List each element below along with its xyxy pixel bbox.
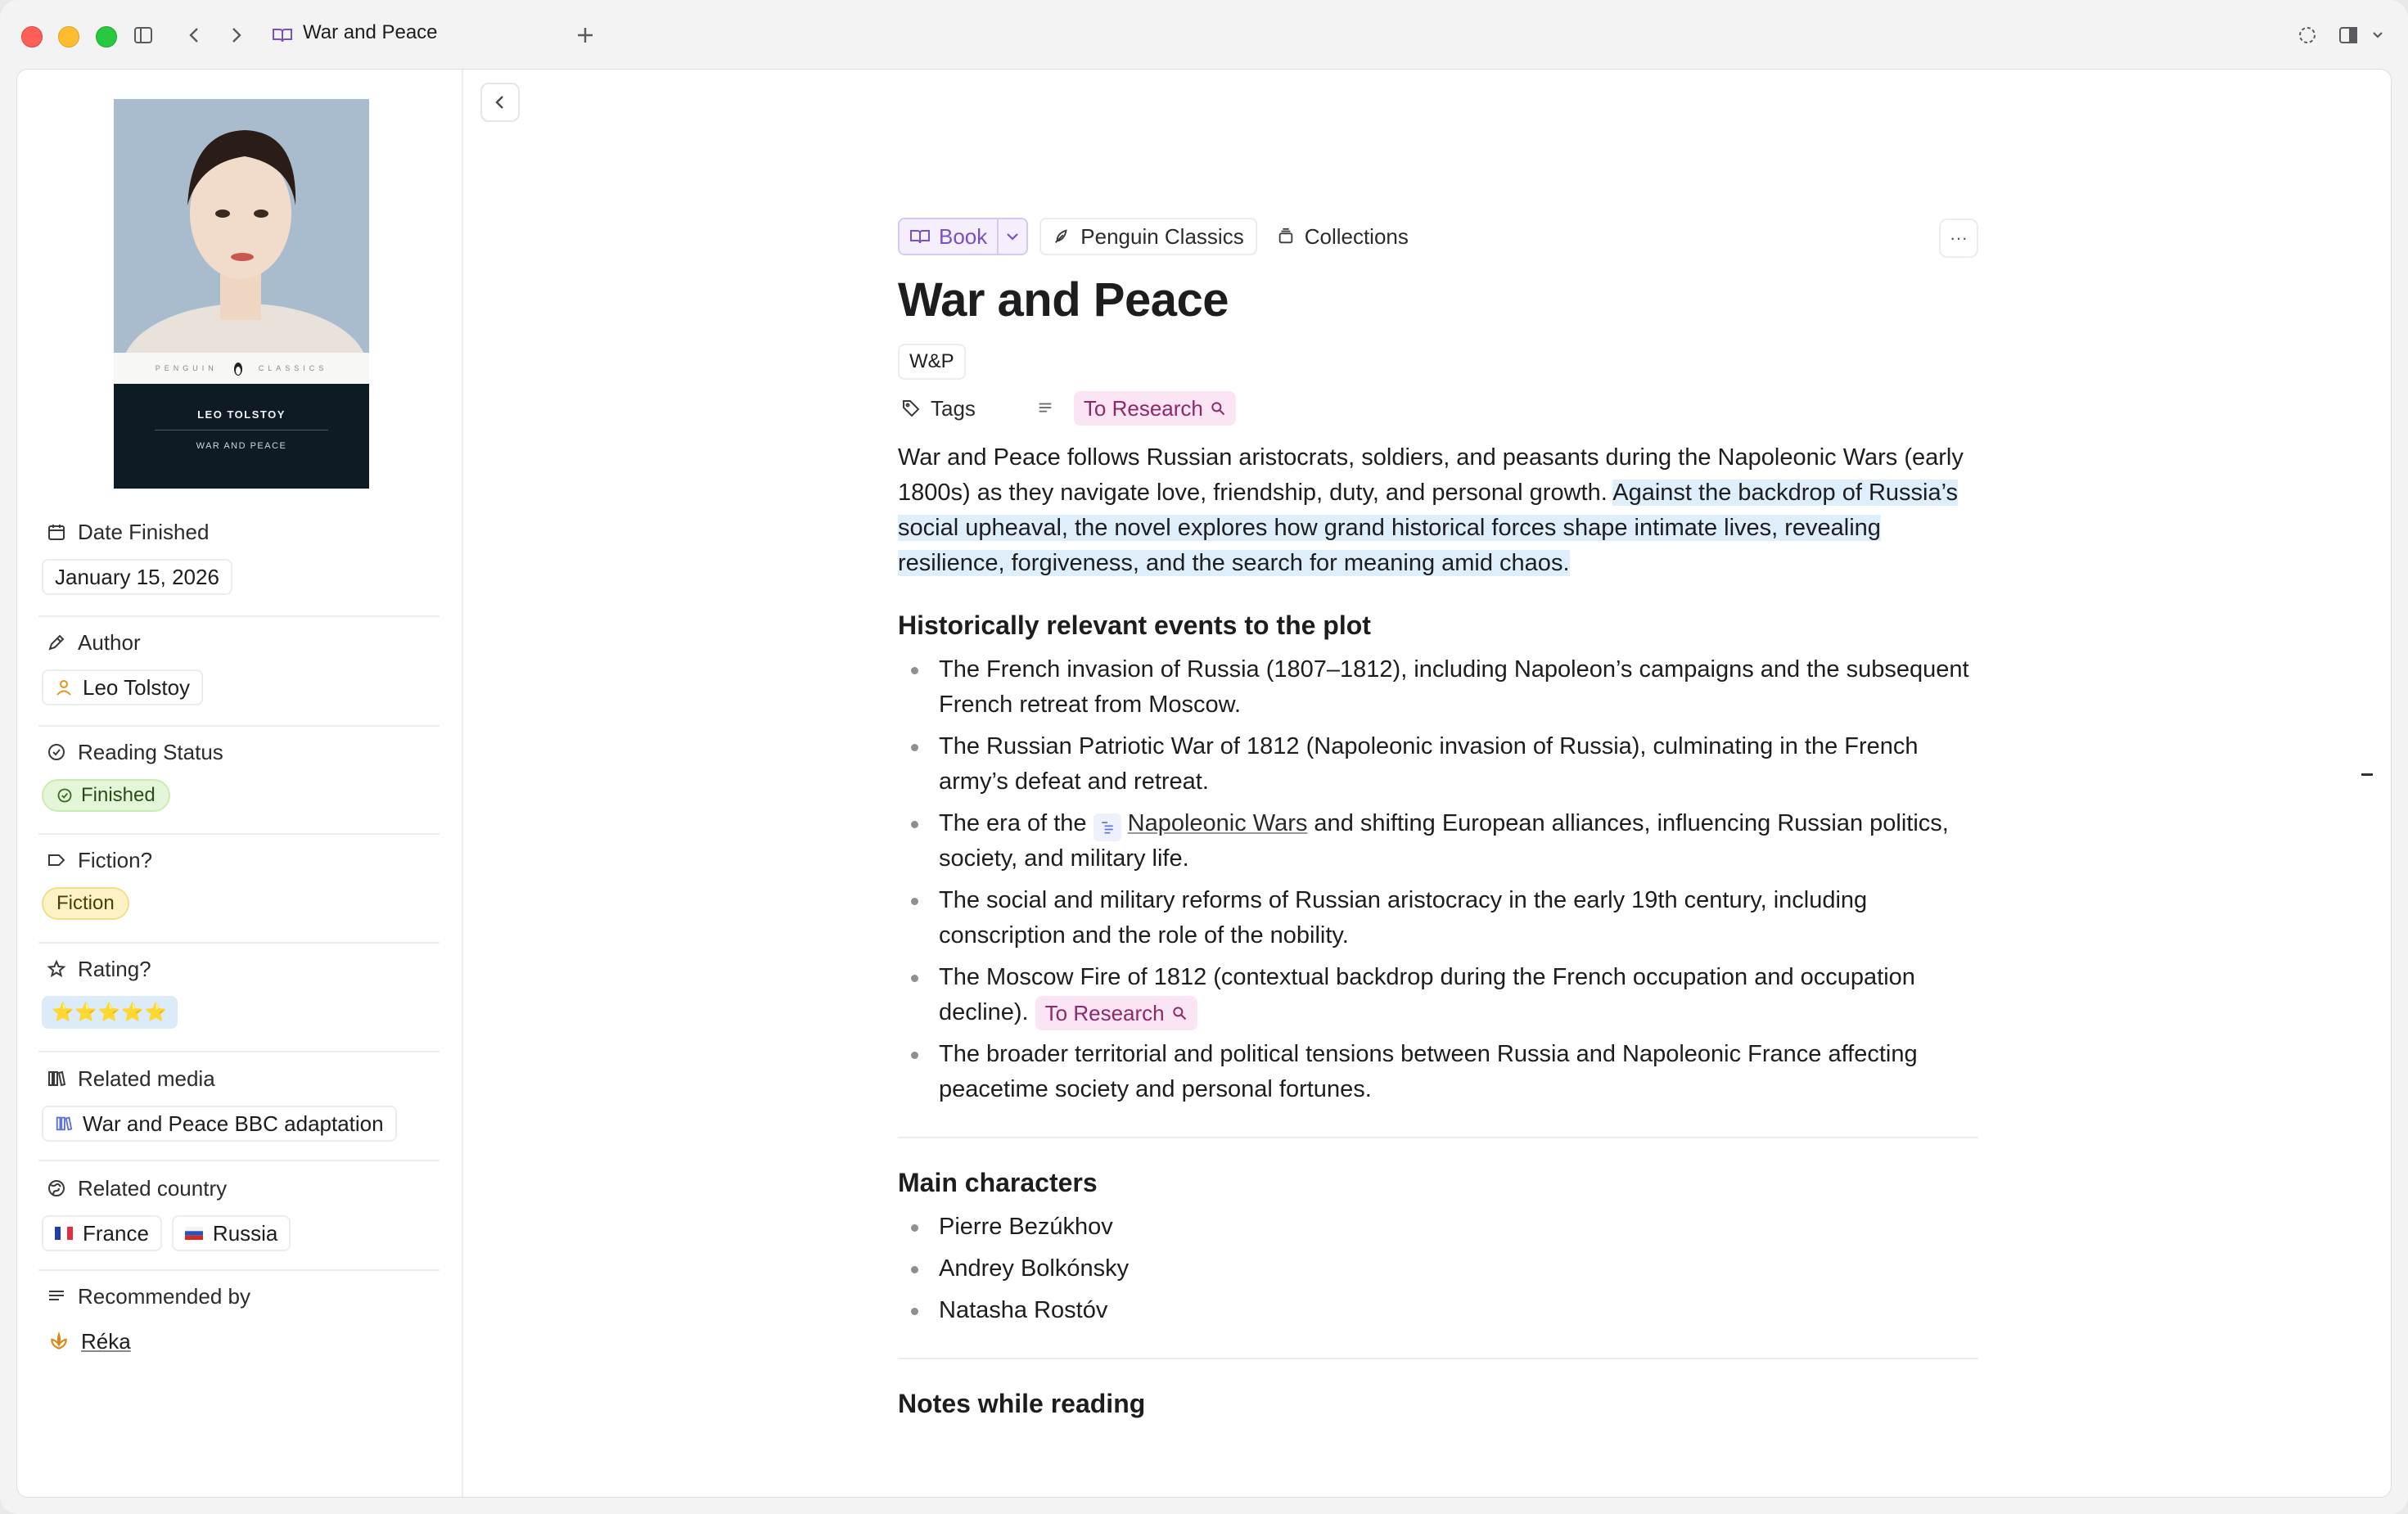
recommended-by-label: Recommended by <box>78 1283 250 1309</box>
text-lines-icon <box>47 1286 66 1306</box>
prop-label-row <box>38 629 440 656</box>
research-tag-label: To Research <box>1044 1000 1165 1025</box>
globe-icon <box>47 1178 66 1198</box>
more-options-button[interactable]: ··· <box>1939 219 1978 258</box>
prop-recommended-by <box>38 1282 440 1359</box>
intro-text: War and Peace follows Russian aristocrats, soldiers, and peasants during the Napoleonic Wars (early 1800s) as they navigate love, friendship, duty, and personal growth. <box>898 444 1964 506</box>
events-list <box>898 652 1978 1107</box>
prop-fiction <box>38 846 440 920</box>
star-icon <box>47 959 66 979</box>
scroll-indicator[interactable] <box>2361 773 2373 776</box>
list-item[interactable] <box>898 960 1978 1030</box>
related-media-value: War and Peace BBC adaptation <box>83 1111 384 1136</box>
title-bar <box>0 0 2408 69</box>
research-tag-label: To Research <box>1083 395 1203 421</box>
list-item[interactable]: The broader territorial and political tensions between Russia and Napoleonic France affecting peacetime society and personal fortunes. <box>898 1037 1978 1107</box>
rating-label: Rating? <box>78 956 151 981</box>
feather-icon <box>1053 228 1071 246</box>
status-check-icon <box>47 742 66 762</box>
list-item[interactable]: The social and military reforms of Russian aristocracy in the early 19th century, including conscription and the role of the nobility. <box>898 883 1978 953</box>
fiction-label: Fiction? <box>78 847 153 872</box>
alias-chip[interactable]: W&P <box>898 344 966 380</box>
characters-heading[interactable]: Main characters <box>898 1168 1098 1198</box>
cover-title: WAR AND PEACE <box>196 441 287 451</box>
country-chip-france[interactable] <box>42 1215 162 1251</box>
library-icon <box>47 1069 66 1088</box>
prop-related-media <box>38 1065 440 1142</box>
country-chip-russia[interactable] <box>172 1215 291 1251</box>
prop-label-row <box>38 1282 440 1310</box>
intro-highlight: Against the backdrop of Russia’s social upheaval, the novel explores how grand historical forces shape intimate lives, revealing resilience, forgiveness, and the search for meaning amid chaos. <box>898 480 1959 576</box>
zoom-window-button[interactable] <box>96 26 117 47</box>
content-area <box>16 69 2392 1498</box>
cover-series-band <box>114 353 369 384</box>
close-window-button[interactable] <box>21 26 43 47</box>
prop-label-row <box>38 738 440 766</box>
tags-label: Tags <box>931 395 976 421</box>
divider <box>898 1137 1978 1138</box>
calendar-icon <box>47 522 66 542</box>
cover-series-left: PENGUIN <box>155 364 218 372</box>
country-france: France <box>83 1220 149 1246</box>
characters-list <box>898 1210 1978 1328</box>
list-item[interactable]: The Russian Patriotic War of 1812 (Napoleonic invasion of Russia), culminating in the French army’s defeat and retreat. <box>898 729 1978 800</box>
collections-icon <box>1277 228 1295 246</box>
right-panel-icon[interactable] <box>2336 23 2361 47</box>
collections-label: Collections <box>1304 223 1409 249</box>
france-flag-icon <box>55 1227 73 1240</box>
prop-label-row <box>38 518 440 546</box>
publisher-chip[interactable] <box>1039 218 1256 255</box>
events-heading[interactable]: Historically relevant events to the plot <box>898 611 1371 640</box>
minimize-window-button[interactable] <box>58 26 79 47</box>
prop-reading-status <box>38 738 440 812</box>
divider <box>38 1051 440 1052</box>
tag-outline-icon <box>47 850 66 870</box>
divider <box>38 1160 440 1161</box>
check-circle-icon <box>56 787 73 804</box>
cover-painting <box>114 99 369 353</box>
prop-date-finished <box>38 518 440 595</box>
fiction-pill[interactable]: Fiction <box>42 887 129 920</box>
list-item[interactable] <box>898 806 1978 876</box>
prop-author <box>38 629 440 705</box>
chevron-down-icon[interactable] <box>2369 25 2387 46</box>
chevron-down-icon <box>1006 232 1019 241</box>
book-cover <box>114 99 369 489</box>
tab-title[interactable]: War and Peace <box>303 21 438 43</box>
related-media-chip[interactable] <box>42 1106 397 1142</box>
document-pane <box>464 70 2391 1497</box>
collapse-sidebar-button[interactable] <box>480 83 520 122</box>
reading-status-value: Finished <box>81 784 156 806</box>
recommended-by-value[interactable]: Réka <box>81 1328 131 1354</box>
divider <box>38 615 440 617</box>
rating-stars[interactable]: ⭐⭐⭐⭐⭐ <box>42 996 178 1029</box>
prop-rating <box>38 955 440 1029</box>
event-text: and shifting European alliances, influencing Russian politics, society, and military life. <box>939 810 1949 872</box>
lotus-icon <box>48 1331 70 1352</box>
book-tab-icon <box>270 23 295 47</box>
tag-icon <box>901 399 921 418</box>
book-icon <box>909 228 931 246</box>
event-text: The Moscow Fire of 1812 (contextual backdrop during the French occupation and occupation decline). <box>939 964 1915 1025</box>
page-title[interactable]: War and Peace <box>898 273 1229 327</box>
media-icon <box>55 1115 73 1133</box>
collections-button[interactable] <box>1269 218 1417 255</box>
list-item[interactable]: Pierre Bezúkhov <box>898 1210 1978 1245</box>
intro-paragraph[interactable] <box>898 440 1978 581</box>
related-media-label: Related media <box>78 1066 215 1091</box>
divider <box>38 833 440 835</box>
prop-related-country <box>38 1174 440 1251</box>
sidebar-toggle-icon[interactable] <box>131 23 156 47</box>
research-tag[interactable] <box>1074 391 1236 426</box>
tags-row <box>898 390 1978 427</box>
cover-author: LEO TOLSTOY <box>197 408 286 421</box>
cover-title-block <box>114 384 369 489</box>
event-text: The era of the <box>939 810 1094 836</box>
prop-label-row <box>38 1065 440 1093</box>
related-country-label: Related country <box>78 1175 228 1201</box>
forward-nav-icon[interactable] <box>224 23 249 47</box>
sync-icon[interactable] <box>2295 23 2320 47</box>
document-body <box>898 217 1978 1419</box>
divider <box>38 1269 440 1271</box>
author-chip[interactable] <box>42 669 203 705</box>
list-item[interactable]: Natasha Rostóv <box>898 1293 1978 1328</box>
search-icon <box>1210 400 1226 417</box>
pen-icon <box>47 633 66 652</box>
type-dropdown-chevron[interactable] <box>997 219 1026 254</box>
list-item[interactable]: The French invasion of Russia (1807–1812), including Napoleon’s campaigns and the subsequent French retreat from Moscow. <box>898 652 1978 723</box>
reading-status-label: Reading Status <box>78 739 223 764</box>
prop-label-row <box>38 1174 440 1202</box>
cover-series-right: CLASSICS <box>258 364 328 372</box>
country-russia: Russia <box>212 1220 278 1246</box>
reading-status-pill[interactable] <box>42 779 170 812</box>
penguin-logo-icon <box>232 360 244 376</box>
properties-sidebar <box>17 70 463 1497</box>
russia-flag-icon <box>185 1227 203 1240</box>
tags-field[interactable] <box>898 396 976 421</box>
search-icon <box>1171 1005 1188 1021</box>
divider <box>38 725 440 727</box>
date-finished-label: Date Finished <box>78 519 210 544</box>
prop-label-row <box>38 846 440 874</box>
chevron-left-icon <box>494 94 506 110</box>
date-finished-value[interactable]: January 15, 2026 <box>42 559 232 595</box>
publisher-value: Penguin Classics <box>1080 223 1244 249</box>
author-label: Author <box>78 629 141 655</box>
type-selector[interactable] <box>898 218 1028 255</box>
notes-heading[interactable]: Notes while reading <box>898 1389 1146 1419</box>
napoleonic-wars-link[interactable]: Napoleonic Wars <box>1127 810 1308 836</box>
divider <box>898 1358 1978 1359</box>
new-tab-icon[interactable] <box>573 23 597 47</box>
back-nav-icon[interactable] <box>182 23 206 47</box>
meta-row <box>898 217 1978 256</box>
research-tag[interactable] <box>1035 996 1197 1030</box>
note-link-icon <box>1094 813 1121 841</box>
author-value: Leo Tolstoy <box>83 674 191 700</box>
person-icon <box>55 678 73 696</box>
list-item[interactable]: Andrey Bolkónsky <box>898 1251 1978 1286</box>
prop-label-row <box>38 955 440 983</box>
type-label: Book <box>939 223 988 249</box>
divider <box>38 942 440 944</box>
text-lines-icon <box>1036 399 1054 417</box>
